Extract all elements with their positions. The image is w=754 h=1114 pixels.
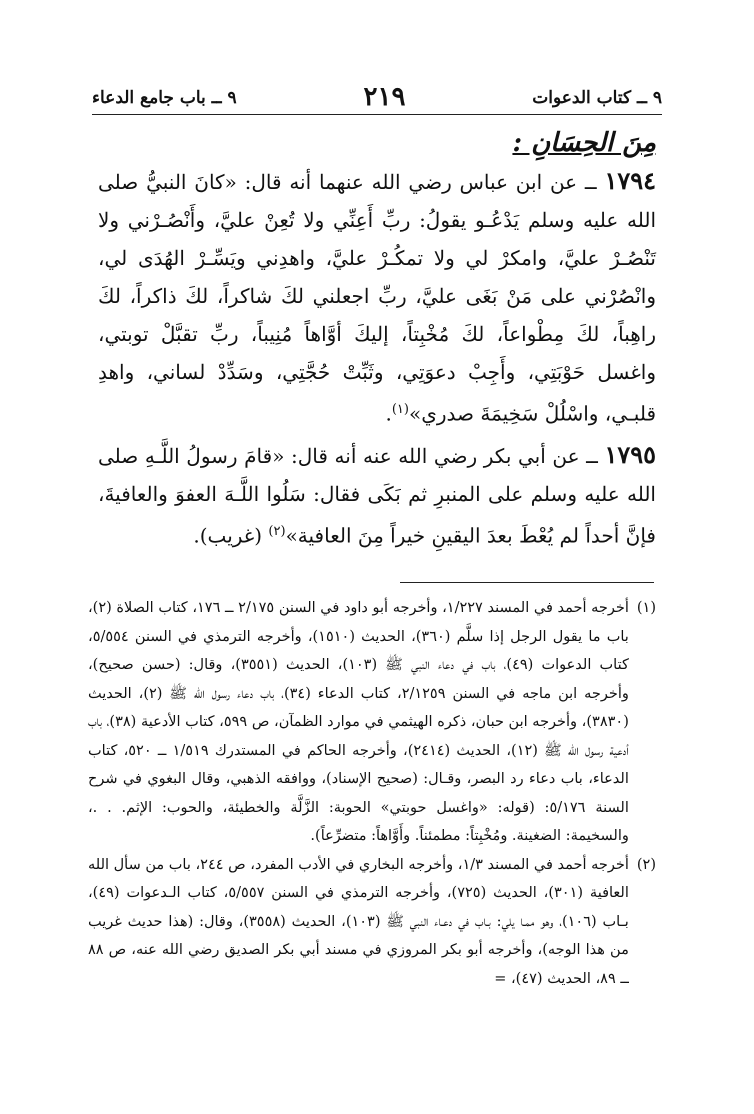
footnote-reference: (٢) [268,524,286,539]
running-header [92,78,662,115]
footnote-divider [400,582,654,583]
hadith-suffix: (غريب). [193,523,269,548]
chapter-title: ٩ ــ كتاب الدعوات [532,88,662,108]
hadith-text: ــ عن ابن عباس رضي الله عنهما أنه قال: «كانَ النبيُّ صلى الله عليه وسلم يَدْعُـو يقولُ: ربِّ أَعِنِّي ولا تُعِنْ عليَّ، وأَنْصُـرْني ولا تَنْصُـرْ عليَّ، وامكرْ لي ولا تمكُـرْ عليَّ، واهدِني ويَسِّـرْ الهُدَى لي، وانْصُرْني على مَنْ بَغَى عليَّ، ربِّ اجعلني لكَ شاكراً، لكَ ذاكراً، لكَ راهِباً، لكَ مِطْواعاً، لكَ مُخْبِتاً، إليكَ أوَّاهاً مُنِيباً، ربِّ تقبَّلْ توبتي، واغسل حَوْبَتِي، وأَجِبْ دعوَتِي، وثَبِّتْ حُجَّتِي، وسَدِّدْ لساني، واهدِ قلبـي، واسْلُلْ سَخِيمَةَ صدري» [98,170,656,426]
footnote-marker: (١) [636,600,656,616]
footnote-reference: (١) [391,402,409,417]
footnote-text: أخرجه أحمد في المسند ١/٣، وأخرجه البخاري في الأدب المفرد، ص ٢٤٤، باب من سأل الله العافية (٣٠١)، الحديث (٧٢٥)، وأخرجه الترمذي في السنن ٥/٥٥٧، كتاب الـدعوات (٤٩)، بـاب (١٠٦)، وهو ممـا يلي: بـاب في دعـاء النبي ﷺ (١٠٣)، الحديث (٣٥٥٨)، وقال: (هذا حديث غريب من هذا الوجه)، وأخرجه أبو بكر المروزي في مسند أبي بكر الصديق رضي الله عنه، ص ٨٨ ــ ٨٩، الحديث (٤٧)، = [88,856,629,987]
hadith-1794 [98,162,656,433]
hadith-1795 [98,436,656,555]
hadith-suffix: . [385,401,392,426]
footnote-2 [88,851,656,994]
section-title: ٩ ــ باب جامع الدعاء [92,88,237,108]
footnote-text: أخرجه أحمد في المسند ١/٢٢٧، وأخرجه أبو داود في السنن ٢/١٧٥ ــ ١٧٦، كتاب الصلاة (٢)، باب ما يقول الرجل إذا سلَّم (٣٦٠)، الحديث (١٥١٠)، وأخرجه الترمذي في السنن ٥/٥٥٤، كتاب الدعوات (٤٩)، باب في دعاء النبي ﷺ (١٠٣)، الحديث (٣٥٥١)، وقال: (حسن صحيح)، وأخرجه ابن ماجه في السنن ٢/١٢٥٩، كتاب الدعاء (٣٤)، باب دعاء رسول الله ﷺ (٢)، الحديث (٣٨٣٠)، وأخرجه ابن حبان، ذكره الهيثمي في موارد الظمآن، ص ٥٩٩، كتاب الأدعية (٣٨)، باب أدعية رسول الله ﷺ (١٢)، الحديث (٢٤١٤)، وأخرجه الحاكم في المستدرك ١/٥١٩ ــ ٥٢٠، كتاب الدعاء، باب دعاء رد البصر، وقـال: (صحيح الإسناد)، ووافقه الذهبي، وقال البغوي في شرح السنة ٥/١٧٦: (قوله: «واغسل حوبتي» الحوبة: الزَّلَّة والخطيئة، والحوب: الإثم. . .، والسخيمة: الضغينة. ومُخْبِتاً: مطمئناً. وأَوَّاهاً: متضرِّعاً). [88,600,629,844]
footnotes [88,594,656,993]
hadith-text: ــ عن أبي بكر رضي الله عنه أنه قال: «قامَ رسولُ اللَّـهِ صلى الله عليه وسلم على المنبرِ ثم بَكَى فقال: سَلُوا اللَّـهَ العفوَ والعافيةَ، فإنَّ أحداً لم يُعْطَ بعدَ اليقينِ خيراً مِنَ العافية» [98,444,656,548]
footnote-1 [88,594,656,851]
hadith-number: ١٧٩٥ [604,440,656,469]
page-number: ٢١٩ [363,82,406,112]
section-heading: مِنَ الحِسَانِ : [512,128,656,158]
hadith-number: ١٧٩٤ [604,166,656,195]
footnote-marker: (٢) [636,856,656,873]
